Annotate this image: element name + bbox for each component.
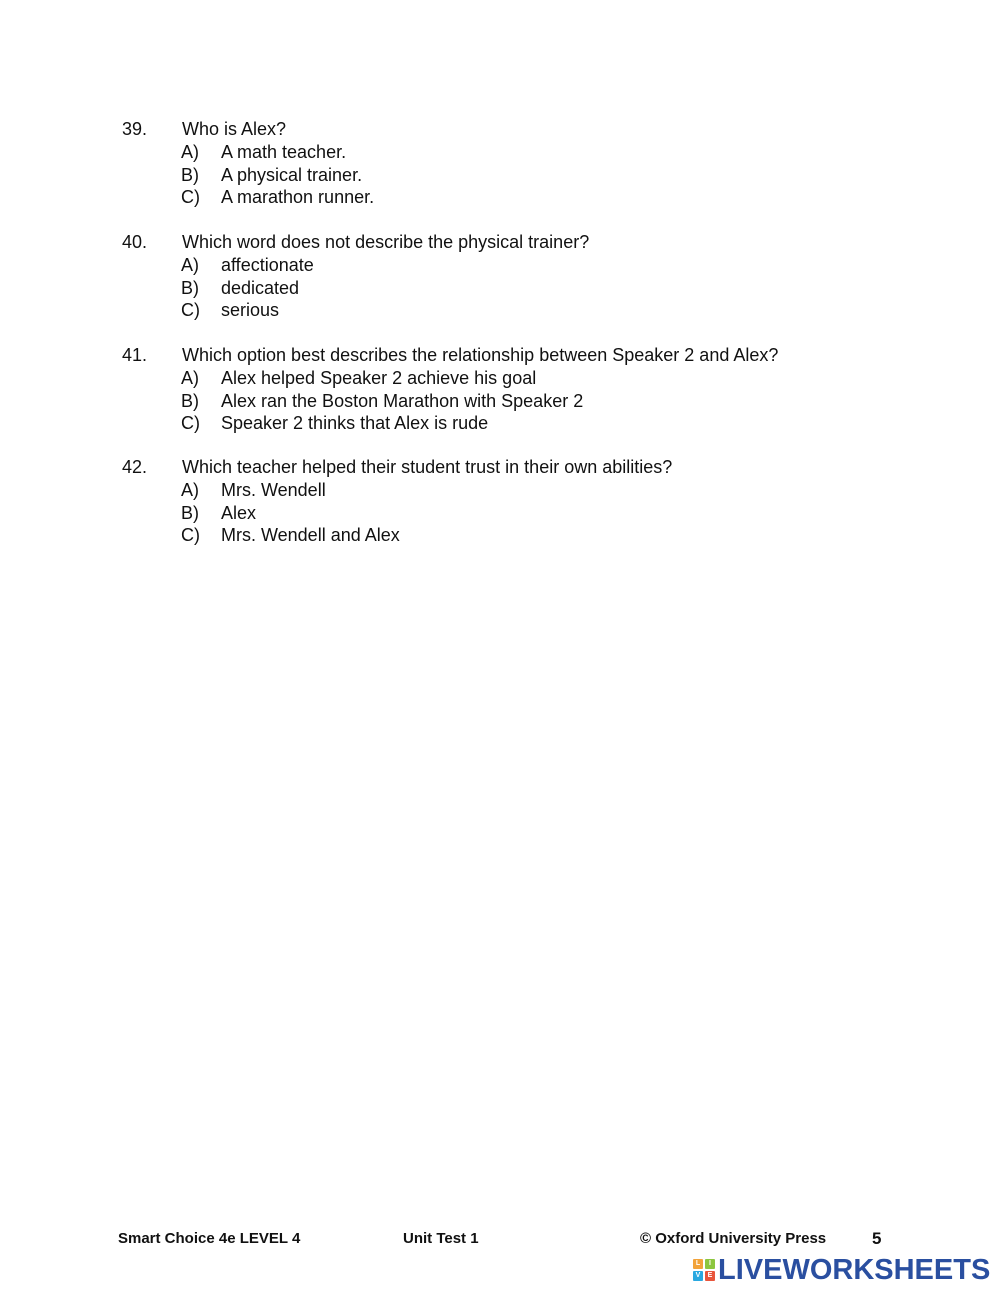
option-a <box>0 141 1000 164</box>
option-c <box>0 412 1000 435</box>
option-text: Alex helped Speaker 2 achieve his goal <box>221 368 537 388</box>
option-letter: C) <box>181 413 200 434</box>
option-text: Mrs. Wendell and Alex <box>221 525 400 546</box>
option-a <box>0 367 1000 390</box>
footer-test: Unit Test 1 <box>403 1230 479 1247</box>
logo-cell-2: I <box>705 1259 715 1269</box>
option-letter: C) <box>181 525 200 546</box>
question-text: Which word does not describe the physical trainer? <box>182 232 590 252</box>
question-39 <box>0 118 1000 209</box>
option-c <box>0 186 1000 209</box>
option-text: A math teacher. <box>221 142 347 162</box>
page-number: 5 <box>872 1229 882 1248</box>
question-41 <box>0 344 1000 435</box>
option-b <box>0 502 1000 525</box>
question-text: Who is Alex? <box>182 119 287 139</box>
option-letter: A) <box>181 368 199 388</box>
option-letter: B) <box>181 390 199 411</box>
footer-copyright: © Oxford University Press <box>640 1230 827 1247</box>
option-text: Speaker 2 thinks that Alex is rude <box>221 413 489 434</box>
option-text: Alex <box>221 502 257 523</box>
option-letter: C) <box>181 187 200 208</box>
option-b <box>0 390 1000 413</box>
option-c <box>0 524 1000 547</box>
option-text: Mrs. Wendell <box>221 480 326 500</box>
question-text: Which teacher helped their student trust in their own abilities? <box>182 457 673 477</box>
page-footer <box>0 1229 1000 1249</box>
option-c <box>0 299 1000 322</box>
option-a <box>0 479 1000 502</box>
question-text: Which option best describes the relationship between Speaker 2 and Alex? <box>182 345 779 365</box>
question-42 <box>0 456 1000 547</box>
option-letter: A) <box>181 480 199 500</box>
question-number: 42. <box>122 457 148 477</box>
liveworksheets-logo <box>693 1254 993 1284</box>
footer-course: Smart Choice 4e LEVEL 4 <box>118 1230 301 1247</box>
logo-cell-4: E <box>705 1271 715 1281</box>
option-b <box>0 164 1000 187</box>
option-text: serious <box>221 300 280 321</box>
option-b <box>0 277 1000 300</box>
question-number: 40. <box>122 232 148 252</box>
question-number: 41. <box>122 345 148 365</box>
question-line <box>0 231 1000 254</box>
option-letter: B) <box>181 502 199 523</box>
question-line <box>0 118 1000 141</box>
option-letter: A) <box>181 142 199 162</box>
option-text: dedicated <box>221 277 300 298</box>
logo-grid-icon <box>693 1259 715 1281</box>
question-number: 39. <box>122 119 148 139</box>
logo-cell-3: V <box>693 1271 703 1281</box>
question-line <box>0 344 1000 367</box>
option-text: Alex ran the Boston Marathon with Speaker 2 <box>221 390 584 411</box>
logo-text: LIVEWORKSHEETS <box>718 1254 991 1286</box>
option-text: A physical trainer. <box>221 164 363 185</box>
option-letter: C) <box>181 300 200 321</box>
logo-cell-1: L <box>693 1259 703 1269</box>
option-letter: A) <box>181 255 199 275</box>
question-40 <box>0 231 1000 322</box>
option-text: A marathon runner. <box>221 187 375 208</box>
question-line <box>0 456 1000 479</box>
option-letter: B) <box>181 277 199 298</box>
option-text: affectionate <box>221 255 314 275</box>
option-a <box>0 254 1000 277</box>
option-letter: B) <box>181 164 199 185</box>
